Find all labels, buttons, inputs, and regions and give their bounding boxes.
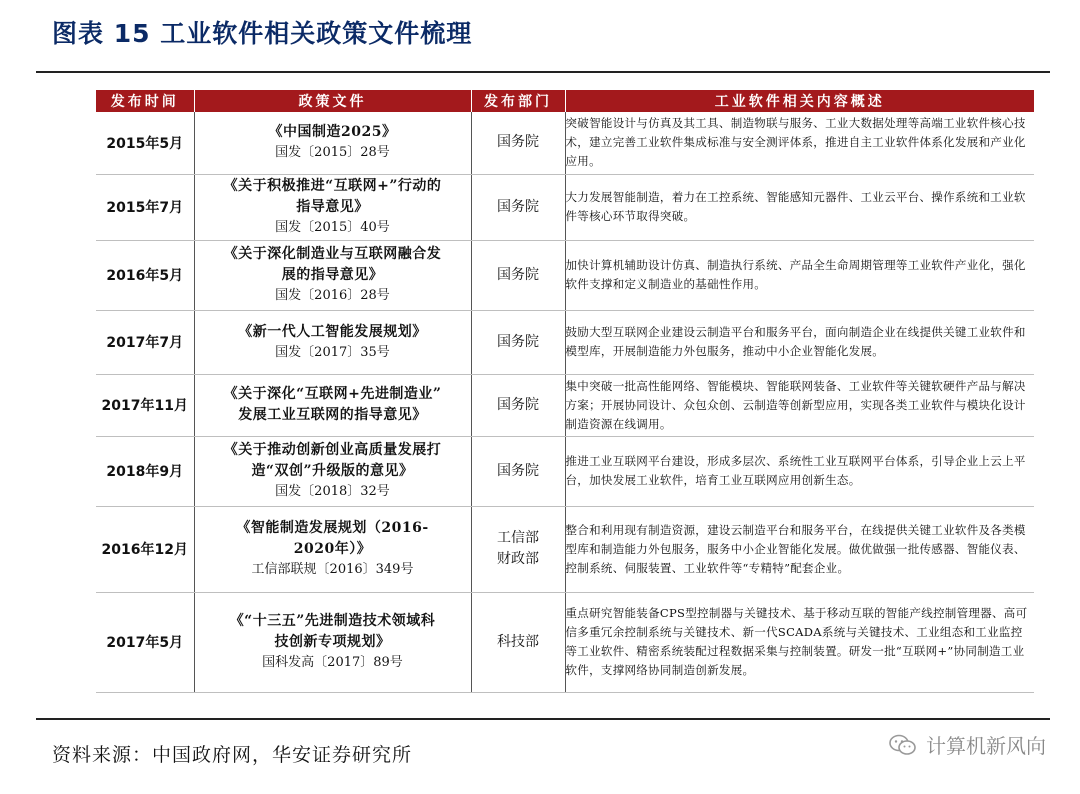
row-document	[194, 436, 471, 506]
row-date: 2015年5月	[96, 112, 194, 174]
row-content: 整合和利用现有制造资源，建设云制造平台和服务平台，在线提供关键工业软件及各类模型库和制造能力外包服务，服务中小企业智能化发展。做优做强一批传感器、智能仪表、控制系统、伺服装置、工业软件等“专精特”配套企业。	[565, 506, 1034, 592]
table-row	[96, 174, 1034, 240]
document-title: 指导意见》	[296, 199, 369, 215]
row-content: 推进工业互联网平台建设，形成多层次、系统性工业互联网平台体系，引导企业上云上平台，加快发展工业软件，培育工业互联网应用创新生态。	[565, 436, 1034, 506]
document-number: 国发〔2015〕28号	[275, 145, 390, 161]
document-title: 展的指导意见》	[281, 267, 384, 283]
row-date: 2018年9月	[96, 436, 194, 506]
header-department: 发布部门	[471, 90, 565, 112]
department-name: 国务院	[497, 462, 539, 479]
document-title: 2020年）》	[293, 541, 372, 557]
row-content: 鼓励大型互联网企业建设云制造平台和服务平台，面向制造企业在线提供关键工业软件和模型库，开展制造能力外包服务，推动中小企业智能化发展。	[565, 310, 1034, 374]
department-name: 财政部	[497, 551, 539, 567]
row-department	[471, 374, 565, 436]
table-row	[96, 592, 1034, 692]
header-document: 政策文件	[194, 90, 471, 112]
header-date: 发布时间	[96, 90, 194, 112]
page-title: 图表 15 工业软件相关政策文件梳理	[52, 19, 473, 48]
watermark	[888, 730, 1046, 759]
document-title: 《智能制造发展规划（2016-	[236, 520, 429, 536]
table-row	[96, 436, 1034, 506]
row-document	[194, 112, 471, 174]
department-name: 国务院	[497, 198, 539, 215]
row-department	[471, 592, 565, 692]
table-row	[96, 240, 1034, 310]
row-content: 加快计算机辅助设计仿真、制造执行系统、产品全生命周期管理等工业软件产业化，强化软件支撑和定义制造业的基础性作用。	[565, 240, 1034, 310]
row-date: 2015年7月	[96, 174, 194, 240]
row-content: 重点研究智能装备CPS型控制器与关键技术、基于移动互联的智能产线控制管理器、高可信多重冗余控制系统与关键技术、新一代SCADA系统与关键技术、工业组态和工业监控等工业软件、精密系统装配过程数据采集与控制装置。研发一批“互联网+”协同制造工业软件，支撑网络协同制造创新发展。	[565, 592, 1034, 692]
table-row	[96, 310, 1034, 374]
document-title: 发展工业互联网的指导意见》	[238, 407, 427, 423]
table-row	[96, 374, 1034, 436]
department-name: 国务院	[497, 333, 539, 350]
document-number: 国发〔2015〕40号	[275, 220, 390, 235]
document-title: 《关于深化制造业与互联网融合发	[223, 246, 442, 262]
row-date: 2017年11月	[96, 374, 194, 436]
document-title: 《关于推动创新创业高质量发展打	[223, 442, 442, 458]
row-date: 2016年5月	[96, 240, 194, 310]
row-document	[194, 506, 471, 592]
department-name: 国务院	[497, 396, 539, 413]
document-number: 国发〔2016〕28号	[275, 288, 390, 303]
wechat-icon	[888, 733, 918, 757]
row-department	[471, 436, 565, 506]
table-header-row	[96, 90, 1034, 112]
document-number: 国发〔2018〕32号	[275, 484, 390, 499]
row-document	[194, 374, 471, 436]
row-document	[194, 310, 471, 374]
document-title: 造“双创”升级版的意见》	[251, 463, 414, 479]
document-number: 国发〔2017〕35号	[275, 344, 390, 360]
header-content: 工业软件相关内容概述	[565, 90, 1034, 112]
row-department	[471, 506, 565, 592]
table-row	[96, 506, 1034, 592]
row-department	[471, 174, 565, 240]
row-document	[194, 240, 471, 310]
row-department	[471, 240, 565, 310]
document-title: 《中国制造2025》	[268, 124, 397, 141]
document-number: 工信部联规〔2016〕349号	[251, 562, 414, 577]
document-title: 《关于积极推进“互联网+”行动的	[223, 178, 442, 194]
row-department	[471, 310, 565, 374]
department-name: 工信部	[497, 530, 539, 546]
department-name: 国务院	[497, 266, 539, 283]
row-content: 集中突破一批高性能网络、智能模块、智能联网装备、工业软件等关键软硬件产品与解决方案；开展协同设计、众包众创、云制造等创新型应用，实现各类工业软件与模块化设计制造资源在线调用。	[565, 374, 1034, 436]
policy-table	[96, 90, 1034, 693]
row-document	[194, 592, 471, 692]
watermark-text: 计算机新风向	[926, 734, 1046, 758]
document-title: 《新一代人工智能发展规划》	[238, 323, 427, 340]
document-title: 《关于深化“互联网+先进制造业”	[223, 386, 442, 402]
row-date: 2017年7月	[96, 310, 194, 374]
department-name: 国务院	[497, 134, 539, 151]
source-note: 资料来源：中国政府网，华安证券研究所	[52, 744, 413, 766]
bottom-divider	[36, 718, 1050, 720]
top-divider	[36, 71, 1050, 73]
document-title: 《“十三五”先进制造技术领域科	[229, 613, 436, 629]
department-name: 科技部	[497, 633, 539, 650]
row-content: 突破智能设计与仿真及其工具、制造物联与服务、工业大数据处理等高端工业软件核心技术，建立完善工业软件集成标准与安全测评体系，推进自主工业软件体系化发展和产业化应用。	[565, 112, 1034, 174]
row-document	[194, 174, 471, 240]
table-row	[96, 112, 1034, 174]
row-date: 2016年12月	[96, 506, 194, 592]
document-number: 国科发高〔2017〕89号	[262, 655, 403, 670]
row-department	[471, 112, 565, 174]
row-content: 大力发展智能制造，着力在工控系统、智能感知元器件、工业云平台、操作系统和工业软件等核心环节取得突破。	[565, 174, 1034, 240]
document-title: 技创新专项规划》	[274, 634, 391, 650]
row-date: 2017年5月	[96, 592, 194, 692]
